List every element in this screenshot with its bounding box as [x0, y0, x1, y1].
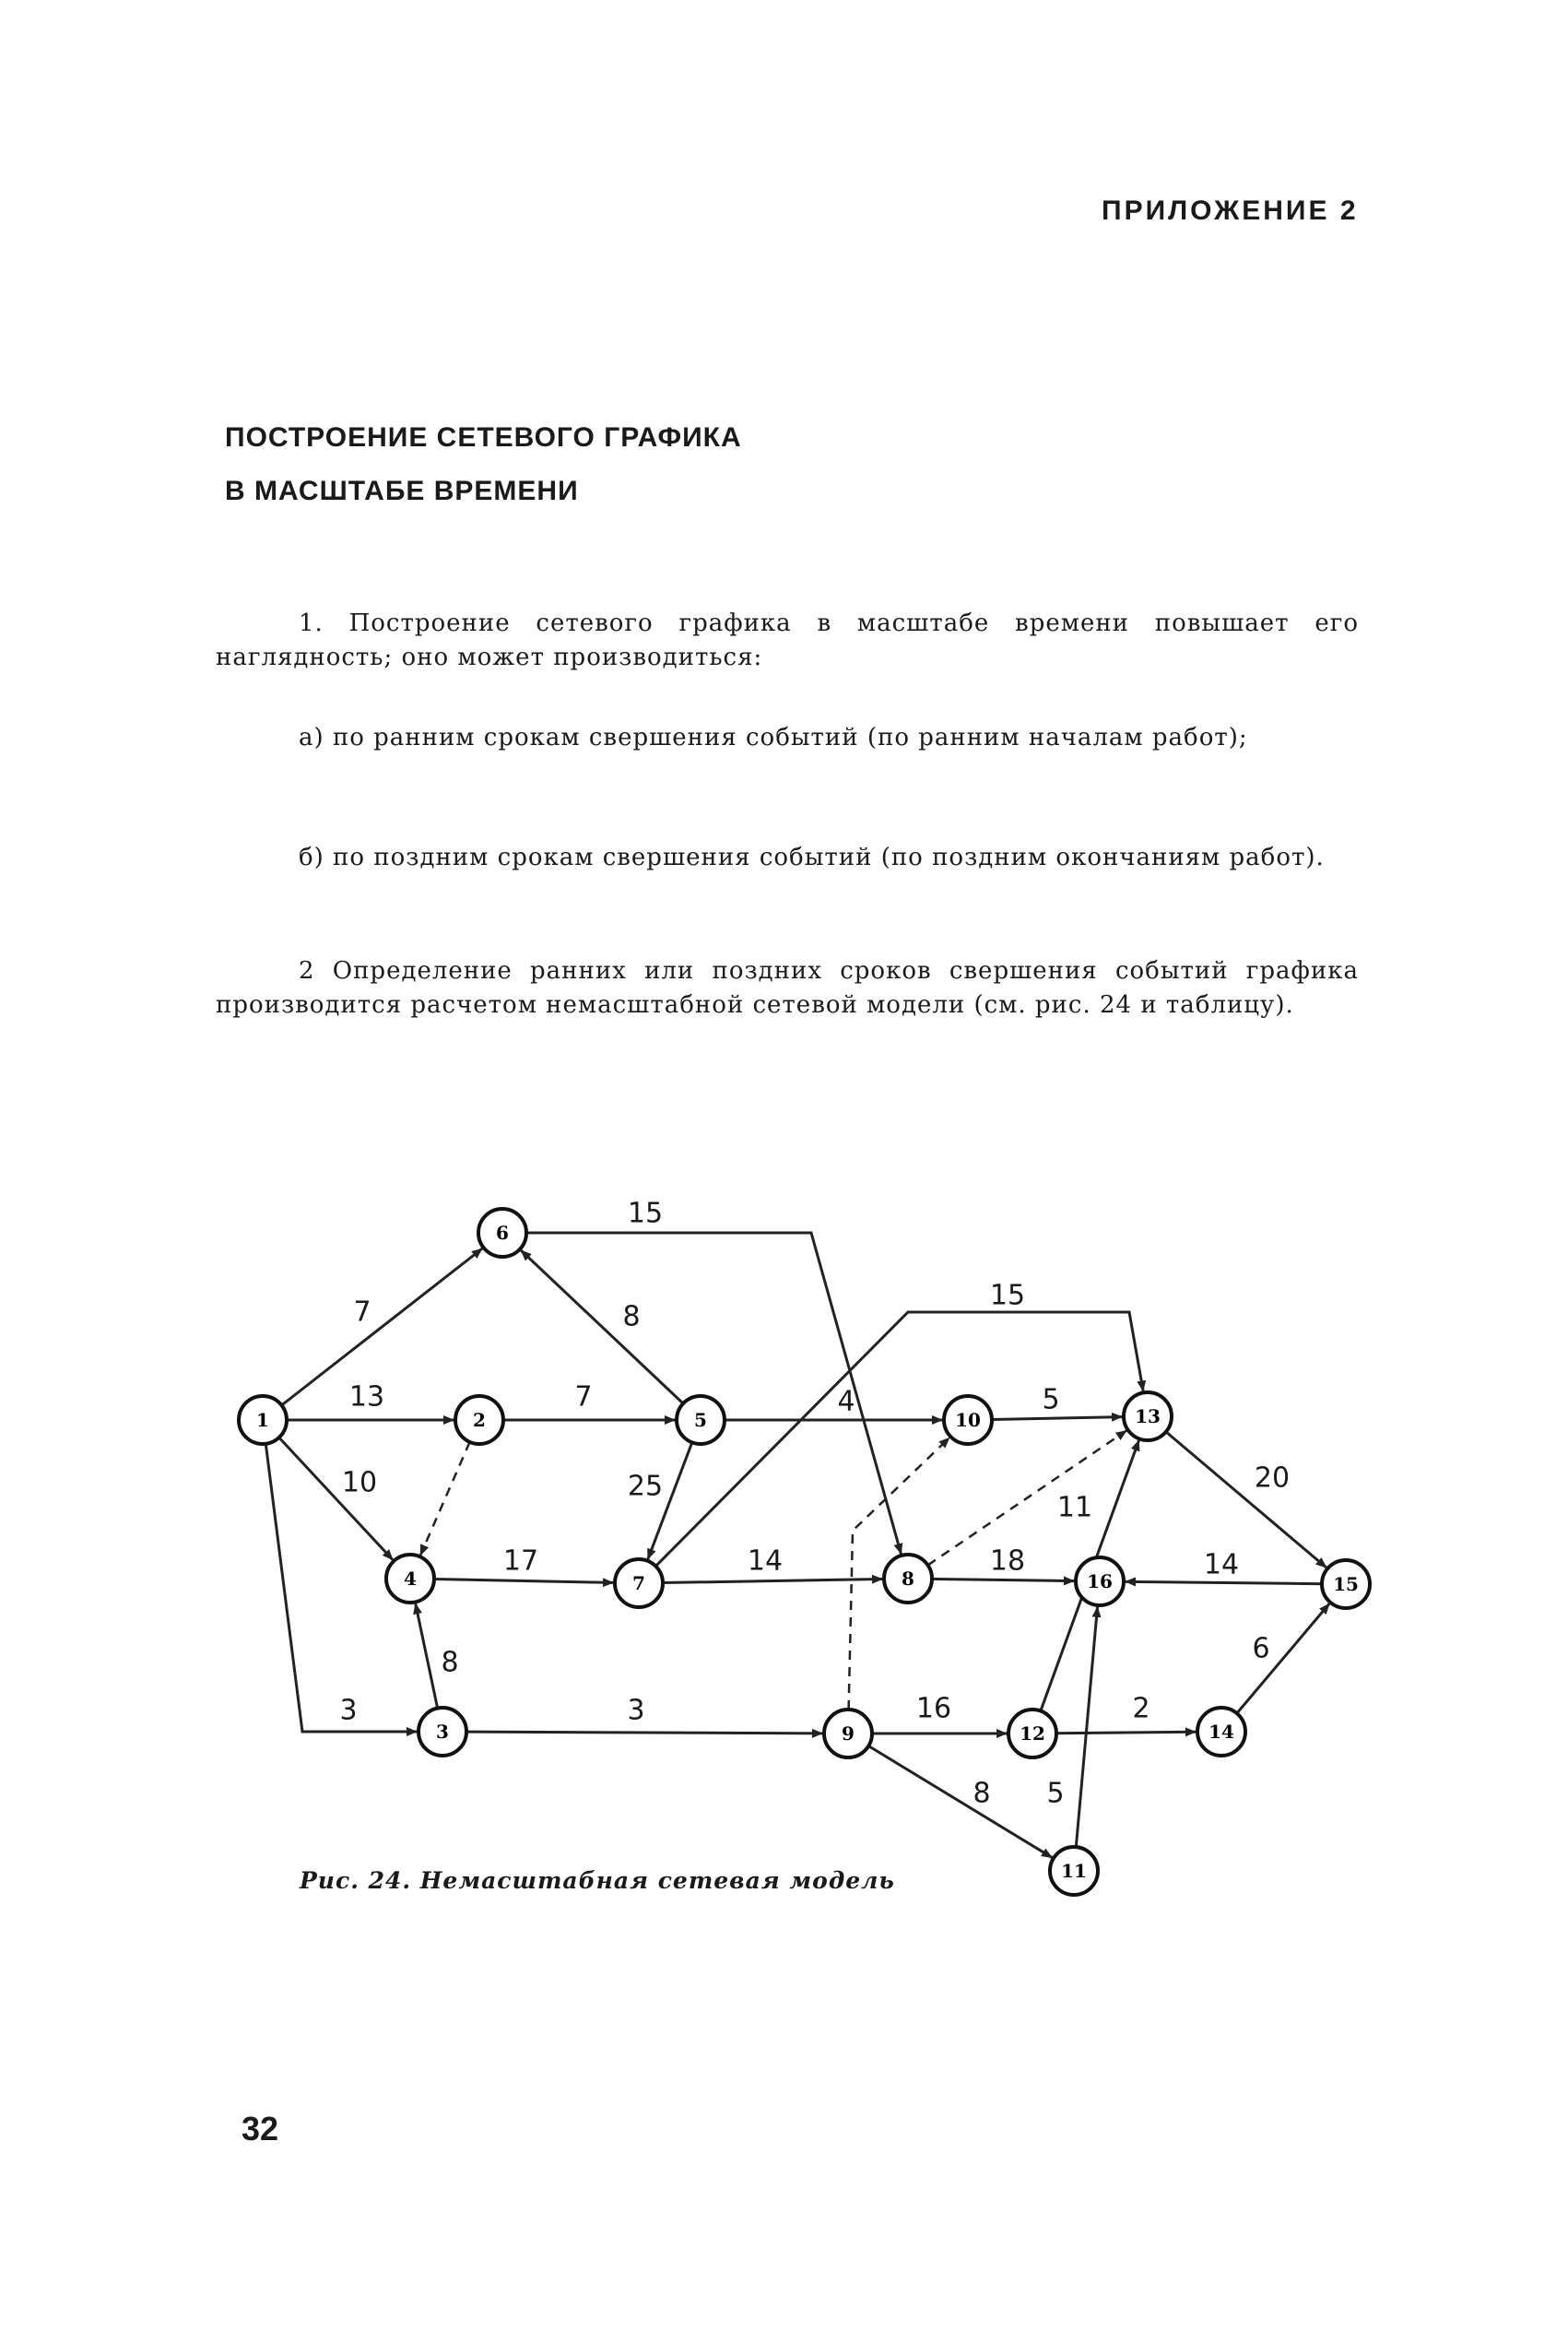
edge-weight-1-3: 3 [339, 1694, 358, 1727]
weight-labels-layer [339, 1198, 1290, 1810]
edge-weight-12-14: 2 [1132, 1692, 1150, 1725]
node-label: 6 [496, 1222, 509, 1244]
node-7 [615, 1559, 663, 1607]
edge-7-8 [663, 1579, 882, 1582]
edge-weight-13-15: 20 [1254, 1461, 1291, 1495]
edge-2-4 [420, 1442, 469, 1556]
node-label: 9 [842, 1722, 855, 1745]
node-label: 5 [694, 1409, 707, 1431]
edge-7-13 [655, 1312, 1143, 1567]
node-label: 11 [1061, 1860, 1087, 1882]
node-label: 13 [1135, 1405, 1161, 1427]
node-3 [419, 1708, 466, 1756]
node-16 [1076, 1557, 1124, 1605]
node-4 [386, 1555, 434, 1603]
node-2 [455, 1396, 503, 1444]
edge-10-13 [992, 1417, 1122, 1420]
edge-weight-12-13: 11 [1056, 1491, 1093, 1524]
node-label: 8 [902, 1568, 914, 1590]
node-1 [239, 1396, 287, 1444]
node-label: 16 [1087, 1570, 1113, 1592]
node-label: 12 [1020, 1722, 1045, 1745]
node-label: 7 [632, 1572, 645, 1594]
edge-8-16 [932, 1579, 1074, 1580]
node-10 [944, 1396, 992, 1444]
edge-weight-1-4: 10 [341, 1466, 378, 1499]
edge-weight-7-8: 14 [747, 1544, 784, 1578]
edge-weight-15-16: 14 [1203, 1548, 1240, 1581]
edge-weight-7-13: 15 [989, 1279, 1026, 1312]
edges-layer [265, 1233, 1329, 1857]
edge-14-15 [1237, 1603, 1329, 1713]
node-label: 3 [436, 1721, 449, 1743]
node-5 [677, 1396, 725, 1444]
edge-weight-11-16: 5 [1046, 1777, 1065, 1810]
node-6 [478, 1209, 526, 1257]
node-label: 2 [473, 1409, 486, 1431]
edge-weight-5-7: 25 [627, 1470, 664, 1503]
edge-weight-9-11: 8 [973, 1777, 991, 1810]
node-label: 14 [1208, 1721, 1234, 1743]
edge-weight-9-12: 16 [915, 1692, 952, 1725]
section-title-line2: В МАСШТАБЕ ВРЕМЕНИ [225, 476, 579, 506]
node-label: 4 [404, 1568, 417, 1590]
paragraph-4-text: 2 Определение ранних или поздних сроков свершения событий графика производится расчетом немасштабной сетевой модели (см. рис. 24 и таблицу). [216, 957, 1359, 1019]
edge-15-16 [1126, 1581, 1322, 1583]
edge-weight-6-8: 15 [627, 1197, 664, 1230]
edge-13-15 [1166, 1432, 1326, 1568]
figure-caption: Рис. 24. Немасштабная сетевая модель [300, 1867, 895, 1894]
edge-3-9 [466, 1732, 822, 1733]
edge-weight-2-5: 7 [574, 1380, 593, 1414]
node-label: 1 [256, 1409, 269, 1431]
edge-4-7 [434, 1580, 613, 1583]
edge-weight-8-16: 18 [989, 1544, 1026, 1578]
edge-weight-3-4: 8 [441, 1646, 459, 1679]
node-15 [1322, 1560, 1370, 1608]
node-13 [1124, 1392, 1172, 1440]
edge-weight-5-10: 4 [837, 1385, 855, 1418]
node-14 [1197, 1708, 1245, 1756]
edge-5-6 [521, 1250, 683, 1403]
node-9 [824, 1710, 872, 1757]
paragraph-3-text: б) по поздним срокам свершения событий (по поздним окончаниям работ). [299, 844, 1325, 871]
edge-weight-1-2: 13 [348, 1380, 385, 1414]
edge-weight-4-7: 17 [502, 1544, 539, 1578]
edge-9-11 [868, 1746, 1052, 1858]
node-11 [1050, 1847, 1098, 1895]
edge-11-16 [1076, 1607, 1097, 1847]
edge-weight-10-13: 5 [1042, 1383, 1060, 1416]
section-title-line1: ПОСТРОЕНИЕ СЕТЕВОГО ГРАФИКА [225, 422, 742, 453]
node-label: 15 [1333, 1573, 1359, 1595]
edge-12-14 [1056, 1732, 1196, 1733]
paragraph-2-text: а) по ранним срокам свершения событий (по ранним началам работ); [299, 724, 1248, 751]
edge-weight-1-6: 7 [353, 1296, 371, 1329]
edge-8-13 [928, 1431, 1126, 1566]
node-8 [884, 1555, 932, 1603]
node-12 [1008, 1710, 1056, 1757]
edge-weight-3-9: 3 [627, 1694, 645, 1727]
page-number: 32 [242, 2110, 279, 2148]
edge-weight-5-6: 8 [622, 1300, 641, 1333]
node-label: 10 [955, 1409, 981, 1431]
edge-weight-14-15: 6 [1252, 1632, 1270, 1665]
nodes-layer [239, 1209, 1370, 1895]
appendix-heading: ПРИЛОЖЕНИЕ 2 [1102, 195, 1359, 226]
paragraph-1-text: 1. Построение сетевого графика в масштабе времени повышает его наглядность; оно может производиться: [216, 609, 1359, 671]
edge-3-4 [416, 1603, 438, 1708]
